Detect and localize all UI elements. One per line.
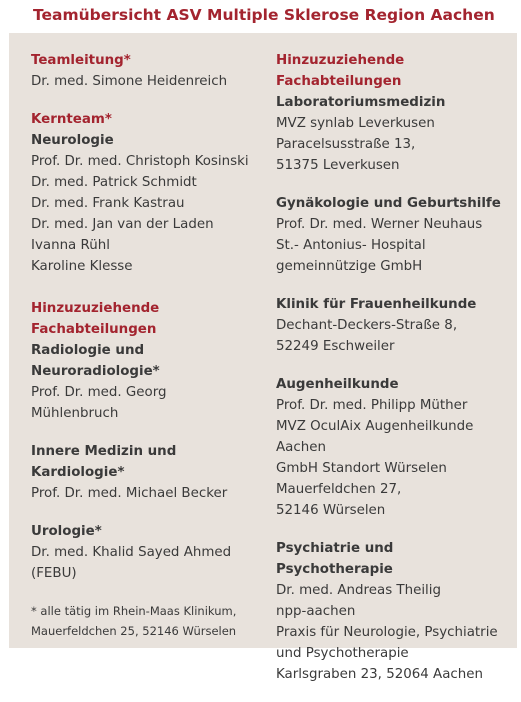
left-column: [31, 50, 259, 641]
kernteam-heading: Kernteam*: [31, 112, 112, 127]
innere-section: [31, 441, 259, 504]
urologie-line: Dr. med. Khalid Sayed Ahmed: [31, 545, 232, 560]
psych-line: Karlsgraben 23, 52064 Aachen: [276, 667, 483, 682]
gyn-line: Prof. Dr. med. Werner Neuhaus: [276, 217, 483, 232]
radiologie-line: Mühlenbruch: [31, 406, 119, 421]
footnote: [31, 601, 259, 641]
teamleitung-heading: Teamleitung*: [31, 53, 131, 68]
frauen-line: Dechant-Deckers-Straße 8,: [276, 318, 458, 333]
augen-line: Prof. Dr. med. Philipp Müther: [276, 398, 468, 413]
augen-line: GmbH Standort Würselen: [276, 461, 447, 476]
augen-line: Mauerfeldchen 27,: [276, 482, 402, 497]
radiologie-section: [31, 298, 259, 424]
labor-line: Paracelsusstraße 13,: [276, 137, 416, 152]
augen-title: Augenheilkunde: [276, 377, 399, 392]
kernteam-member: Ivanna Rühl: [31, 238, 110, 253]
gyn-line: gemeinnützige GmbH: [276, 259, 423, 274]
labor-line: MVZ synlab Leverkusen: [276, 116, 435, 131]
urologie-line: (FEBU): [31, 566, 77, 581]
psych-line: npp-aachen: [276, 604, 356, 619]
fach-heading-line: Fachabteilungen: [31, 322, 157, 337]
frauen-section: [276, 294, 512, 357]
radiologie-title: Neuroradiologie*: [31, 364, 160, 379]
kernteam-member: Karoline Klesse: [31, 259, 133, 274]
labor-section: [276, 50, 512, 176]
innere-title: Innere Medizin und: [31, 444, 177, 459]
psych-title: Psychiatrie und Psychotherapie: [276, 541, 394, 577]
kernteam-member: Dr. med. Patrick Schmidt: [31, 175, 197, 190]
frauen-title: Klinik für Frauenheilkunde: [276, 297, 477, 312]
urologie-section: [31, 521, 259, 584]
fach-heading-line: Fachabteilungen: [276, 74, 402, 89]
augen-line: 52146 Würselen: [276, 503, 386, 518]
radiologie-title: Radiologie und: [31, 343, 145, 358]
kernteam-member: Dr. med. Jan van der Laden: [31, 217, 214, 232]
psych-line: und Psychotherapie: [276, 646, 409, 661]
footnote-line: * alle tätig im Rhein-Maas Klinikum,: [31, 604, 237, 618]
psych-section: [276, 538, 512, 685]
fach-heading-line: Hinzuzuziehende: [31, 301, 160, 316]
kernteam-section: [31, 109, 259, 277]
footnote-line: Mauerfeldchen 25, 52146 Würselen: [31, 624, 237, 638]
urologie-title: Urologie*: [31, 524, 102, 539]
augen-section: [276, 374, 512, 521]
innere-line: Prof. Dr. med. Michael Becker: [31, 486, 228, 501]
kernteam-member: Prof. Dr. med. Christoph Kosinski: [31, 154, 249, 169]
fach-heading-line: Hinzuzuziehende: [276, 53, 405, 68]
frauen-line: 52249 Eschweiler: [276, 339, 395, 354]
gyn-title: Gynäkologie und Geburtshilfe: [276, 196, 501, 211]
teamleitung-section: [31, 50, 259, 92]
psych-line: Praxis für Neurologie, Psychiatrie: [276, 625, 498, 640]
innere-title: Kardiologie*: [31, 465, 125, 480]
labor-title: Laboratoriumsmedizin: [276, 95, 446, 110]
team-panel: [9, 33, 517, 682]
teamleitung-name: Dr. med. Simone Heidenreich: [31, 74, 228, 89]
page-title: Teamübersicht ASV Multiple Sklerose Region Aachen: [33, 6, 495, 24]
kernteam-subheading: Neurologie: [31, 133, 114, 148]
kernteam-member: Dr. med. Frank Kastrau: [31, 196, 185, 211]
gyn-section: [276, 193, 512, 277]
psych-line: Dr. med. Andreas Theilig: [276, 583, 441, 598]
augen-line: MVZ OculAix Augenheilkunde: [276, 419, 474, 434]
labor-line: 51375 Leverkusen: [276, 158, 400, 173]
gyn-line: St.- Antonius- Hospital: [276, 238, 426, 253]
augen-line: Aachen: [276, 440, 326, 455]
right-column: [276, 50, 512, 702]
radiologie-line: Prof. Dr. med. Georg: [31, 385, 167, 400]
